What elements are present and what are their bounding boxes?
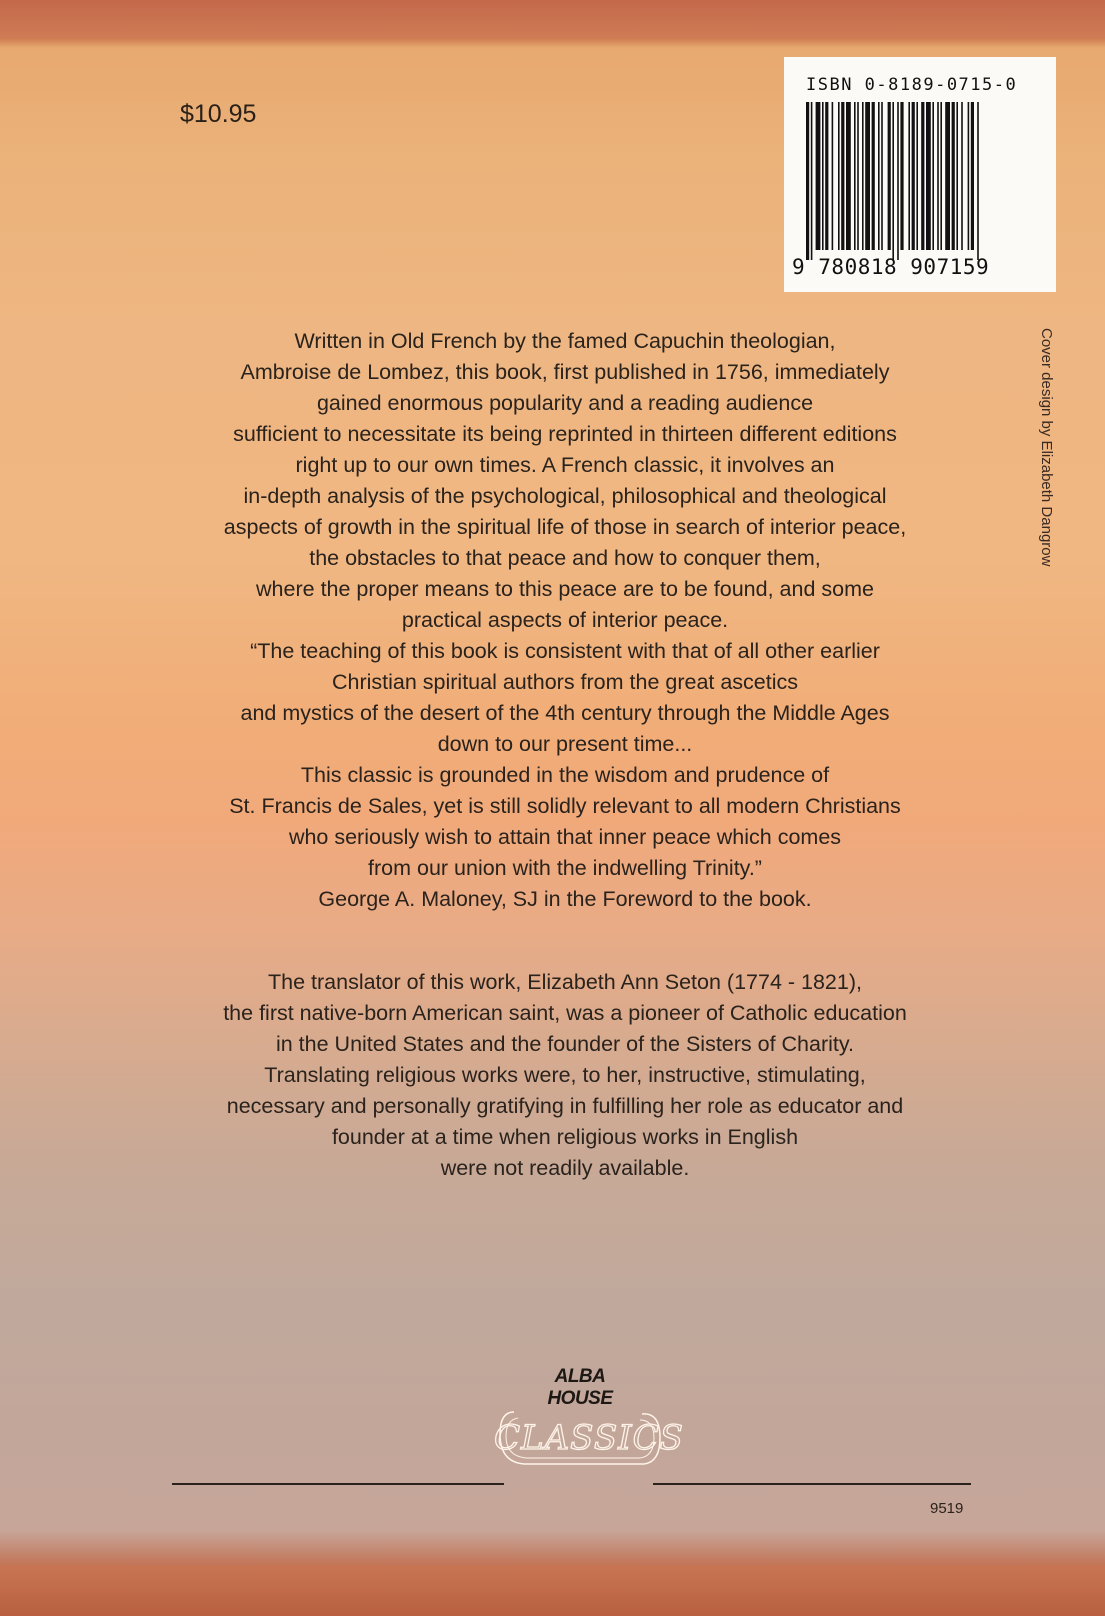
book-description	[140, 326, 990, 915]
text-line: Translating religious works were, to her, instructive, stimulating,	[264, 1063, 866, 1087]
text-line: The translator of this work, Elizabeth Ann Seton (1774 - 1821),	[268, 970, 862, 994]
text-line: St. Francis de Sales, yet is still solidly relevant to all modern Christians	[229, 794, 901, 818]
text-line: aspects of growth in the spiritual life of those in search of interior peace,	[223, 515, 907, 539]
logo-alba-text: ALBA	[554, 1366, 606, 1387]
text-line: the obstacles to that peace and how to conquer them,	[309, 546, 821, 570]
text-line: from our union with the indwelling Trinity.”	[368, 856, 762, 880]
classics-emblem-icon	[494, 1404, 684, 1474]
cover-design-credit: Cover design by Elizabeth Dangrow	[1038, 328, 1055, 567]
text-line: Christian spiritual authors from the great ascetics	[331, 670, 799, 694]
text-line: where the proper means to this peace are to be found, and some	[256, 577, 874, 601]
text-line: in-depth analysis of the psychological, philosophical and theological	[243, 484, 887, 508]
isbn-number: ISBN 0-8189-0715-0	[806, 75, 1018, 95]
text-line: Ambroise de Lombez, this book, first published in 1756, immediately	[240, 360, 890, 384]
text-line: who seriously wish to attain that inner peace which comes	[288, 825, 842, 849]
text-line: gained enormous popularity and a reading audience	[316, 391, 814, 415]
text-line: “The teaching of this book is consistent with that of all other earlier	[250, 639, 880, 663]
text-line: Written in Old French by the famed Capuchin theologian,	[294, 329, 836, 353]
text-line: right up to our own times. A French classic, it involves an	[295, 453, 835, 477]
text-line: sufficient to necessitate its being reprinted in thirteen different editions	[233, 422, 897, 446]
text-line: down to our present time...	[437, 732, 693, 756]
text-line: necessary and personally gratifying in fulfilling her role as educator and	[226, 1094, 904, 1118]
text-line: This classic is grounded in the wisdom and prudence of	[300, 763, 830, 787]
price-label: $10.95	[180, 100, 257, 128]
logo-house-text: HOUSE	[547, 1388, 613, 1409]
barcode-icon	[806, 102, 1038, 260]
text-line: were not readily available.	[440, 1156, 690, 1180]
text-line: the first native-born American saint, was a pioneer of Catholic education	[223, 1001, 907, 1025]
text-line: in the United States and the founder of the Sisters of Charity.	[275, 1032, 855, 1056]
text-line: founder at a time when religious works in English	[331, 1125, 799, 1149]
bottom-color-band	[0, 1566, 1105, 1616]
text-line: George A. Maloney, SJ in the Foreword to the book.	[318, 887, 812, 911]
publisher-logo	[480, 1366, 684, 1486]
text-line: practical aspects of interior peace.	[401, 608, 729, 632]
footer-rule-left	[172, 1483, 504, 1485]
text-line: and mystics of the desert of the 4th century through the Middle Ages	[240, 701, 890, 725]
catalog-code: 9519	[930, 1500, 964, 1517]
translator-bio	[140, 967, 990, 1184]
top-color-band	[0, 0, 1105, 38]
footer-rule-right	[653, 1483, 971, 1485]
barcode-panel	[784, 57, 1056, 292]
logo-classics-text: CLASSICS	[494, 1418, 684, 1458]
ean-number: 9 780818 907159	[792, 255, 990, 279]
